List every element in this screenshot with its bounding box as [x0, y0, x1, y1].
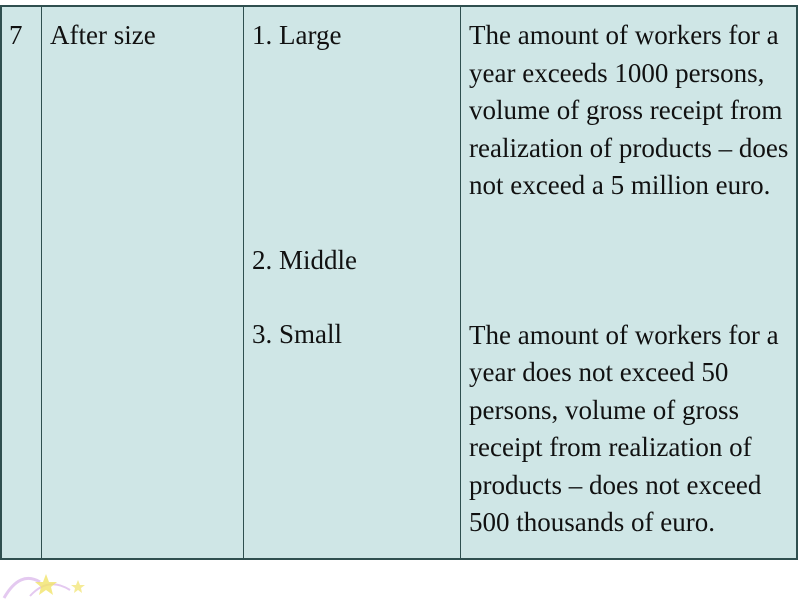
- table: [1, 6, 797, 559]
- row-number-cell: [2, 7, 42, 559]
- categories-cell: [244, 7, 461, 559]
- category-large: 1. Large: [252, 20, 342, 50]
- table-row: [2, 7, 797, 559]
- category-small: 3. Small: [252, 319, 343, 349]
- row-number: 7: [9, 20, 23, 50]
- criterion-label: After size: [50, 20, 156, 50]
- category-middle: 2. Middle: [252, 244, 357, 275]
- spacer: [252, 279, 452, 316]
- spacer: [252, 55, 452, 242]
- description-large: The amount of workers for a year exceeds 1000 persons, volume of gross receipt from realization of products – does not exceed a 5 million euro.: [469, 20, 789, 200]
- descriptions-cell: [461, 7, 797, 559]
- description-small: The amount of workers for a year does not exceed 50 persons, volume of gross receipt from realization of products – does not exceed 500 thousands of euro.: [469, 319, 779, 537]
- size-classification-table: [0, 5, 798, 560]
- criterion-cell: [42, 7, 244, 559]
- spacer: [469, 205, 794, 317]
- decorative-sparkle-icon: [0, 560, 120, 600]
